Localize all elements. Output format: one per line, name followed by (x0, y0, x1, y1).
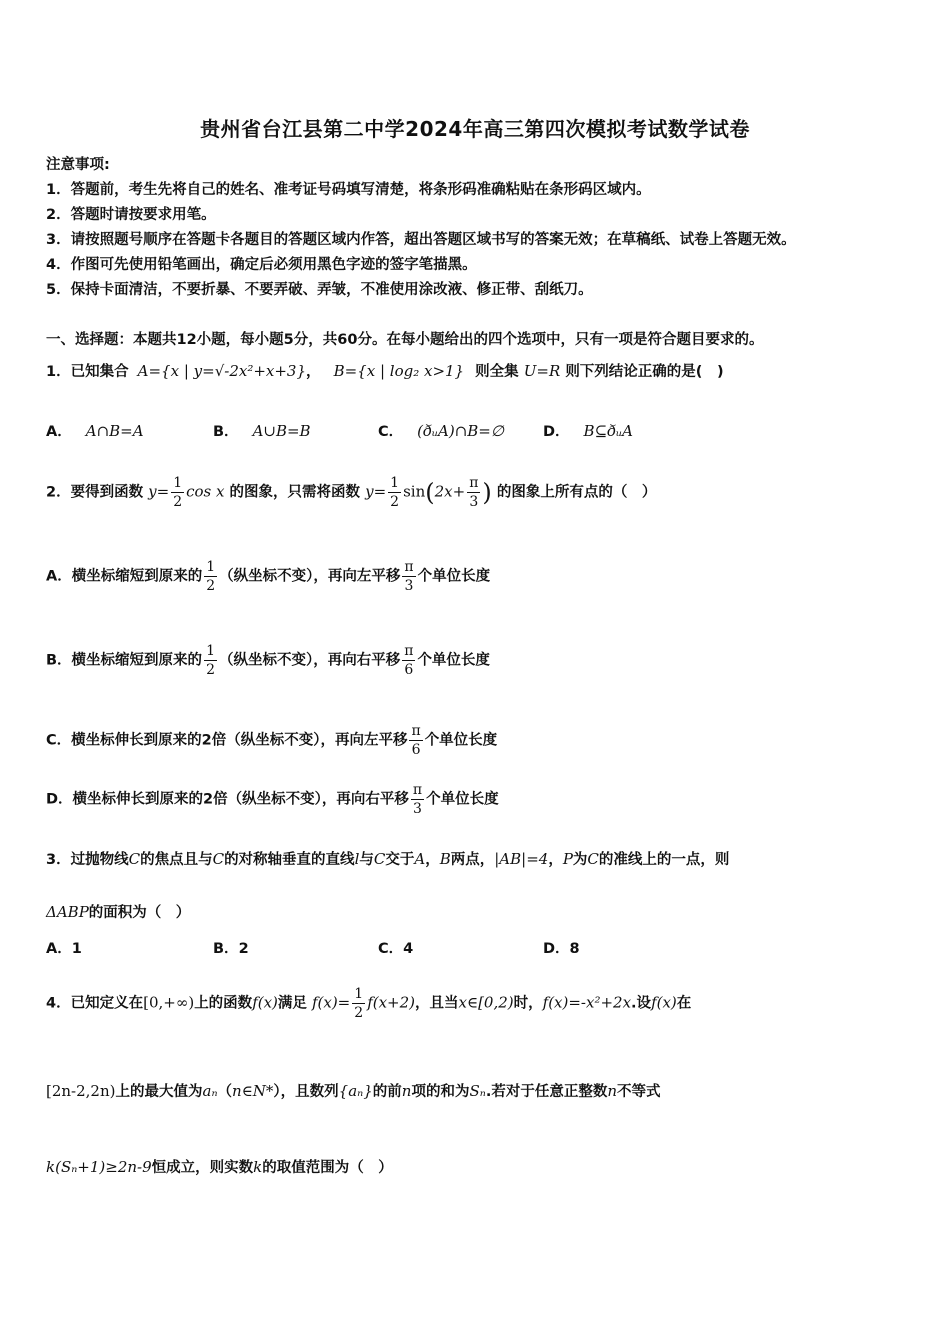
q4-eq-fraction (352, 985, 365, 1022)
q3-comma: ， (425, 852, 440, 868)
frac-den: 3 (413, 801, 422, 817)
q2-option-a[interactable] (46, 558, 490, 595)
option-value: 8 (569, 941, 580, 957)
q1-text-end: 则下列结论正确的是( ) (565, 364, 724, 380)
q3-text: 的准线上的一点，则 (598, 852, 730, 868)
q3-var-p: P (562, 850, 573, 868)
option-pi-fraction (411, 781, 424, 818)
q3-var-c: C (212, 850, 225, 868)
option-tail: 个单位长度 (417, 568, 491, 585)
q4-sn: Sₙ (469, 1082, 486, 1100)
option-label: C．横坐标伸长到原来的2倍（纵坐标不变），再向左平移 (46, 732, 408, 749)
q4-text: 的前 (372, 1084, 402, 1100)
q4-seq: {aₙ} (338, 1082, 373, 1100)
q4-inequality: k(Sₙ+1)≥2n-9 (46, 1158, 152, 1176)
frac-num: π (404, 643, 414, 659)
option-label: C． (378, 424, 404, 440)
q1-option-c[interactable] (378, 420, 504, 441)
q3-var-c: C (587, 850, 599, 868)
q3-text-end: 的面积为（ ） (88, 905, 191, 921)
frac-num: 1 (206, 643, 215, 659)
frac-num: π (404, 559, 414, 575)
notice-item: 3．请按照题号顺序在答题卡各题目的答题区域内作答，超出答题区域书写的答案无效；在草稿纸、试卷上答题无效。 (46, 232, 796, 248)
notice-item: 2．答题时请按要求用笔。 (46, 207, 216, 223)
paren-close: ) (482, 478, 492, 507)
option-tail: 个单位长度 (417, 652, 490, 669)
frac-den: 3 (404, 578, 414, 594)
option-fraction (204, 642, 217, 679)
q4-text: ，且当 (415, 995, 459, 1012)
option-label: B． (213, 424, 239, 440)
option-label: D． (543, 424, 570, 440)
frac-den: 3 (469, 494, 479, 510)
q2-f1-rhs: cos x (186, 482, 225, 501)
q4-n: n (607, 1082, 617, 1100)
question-2 (46, 474, 656, 511)
option-value: A∩B=A (85, 422, 144, 440)
q4-text: 在 (676, 995, 692, 1012)
q3-var-b: B (439, 850, 451, 868)
question-1 (46, 360, 724, 381)
q3-var-l: l (354, 850, 360, 868)
option-pi-fraction (402, 558, 415, 595)
option-text: （纵坐标不变），再向右平移 (218, 652, 401, 669)
q2-f2-lhs: y= (365, 482, 387, 501)
frac-den: 2 (173, 494, 183, 510)
option-pi-fraction (409, 722, 422, 759)
q2-sin: sin (403, 482, 426, 501)
q4-text-end: 的取值范围为（ ） (262, 1160, 393, 1176)
frac-num: 1 (354, 986, 364, 1002)
q4-text: 上的最大值为 (115, 1084, 203, 1100)
q3-text: 与 (359, 852, 374, 868)
q3-var-a: A (414, 850, 426, 868)
q1-universe: U=R (523, 362, 561, 380)
option-pi-fraction (402, 642, 415, 679)
q2-text-end: 的图象上所有点的（ ） (496, 484, 657, 501)
option-tail: 个单位长度 (426, 791, 499, 808)
frac-num: 1 (390, 475, 400, 491)
q3-option-d[interactable] (543, 937, 580, 958)
q3-option-b[interactable] (213, 937, 249, 958)
q4-text: 不等式 (617, 1084, 661, 1100)
section-heading: 一、选择题：本题共12小题，每小题5分，共60分。在每小题给出的四个选项中，只有一项是符合题目要求的。 (46, 332, 764, 348)
option-label: B． (213, 941, 239, 957)
q4-text: 项的和为 (411, 1084, 470, 1100)
option-label: C． (378, 941, 404, 957)
option-value: A∪B=B (252, 422, 311, 440)
paren-open: ( (425, 478, 435, 507)
q1-set-b: B={x | log₂ x>1} (333, 362, 465, 380)
option-fraction (204, 558, 217, 595)
q3-ab-length: |AB|=4 (494, 850, 549, 868)
q3-text: 的焦点且与 (140, 852, 213, 868)
q3-option-c[interactable] (378, 937, 413, 958)
question-4 (46, 985, 691, 1022)
q2-f1-fraction (171, 474, 184, 511)
notice-item: 4．作图可先使用铅笔画出，确定后必须用黑色字迹的签字笔描黑。 (46, 257, 477, 273)
frac-num: 1 (173, 475, 183, 491)
q4-fx: f(x) (252, 993, 278, 1012)
q4-text: 恒成立，则实数 (151, 1160, 254, 1176)
q4-an: aₙ (202, 1082, 218, 1100)
option-value: 4 (403, 941, 414, 957)
option-text: （纵坐标不变），再向左平移 (219, 568, 401, 585)
option-label: A．横坐标缩短到原来的 (46, 568, 203, 585)
q3-text: 3．过抛物线 (46, 852, 129, 868)
q1-option-a[interactable] (46, 420, 144, 441)
q4-text: （ (217, 1084, 233, 1100)
question-3 (46, 848, 729, 869)
frac-den: 2 (354, 1005, 364, 1021)
q1-option-b[interactable] (213, 420, 311, 441)
q2-number: 2．要得到函数 (46, 484, 144, 501)
q4-text: 上的函数 (194, 995, 253, 1012)
q4-text: 4．已知定义在 (46, 995, 144, 1012)
q4-text: .设 (631, 995, 652, 1012)
q2-text: 的图象，只需将函数 (229, 484, 361, 501)
q1-option-d[interactable] (543, 420, 633, 441)
q4-fx: f(x) (651, 993, 677, 1012)
q4-text: 满足 (277, 995, 307, 1012)
q2-option-d[interactable] (46, 781, 499, 818)
notice-heading: 注意事项: (46, 157, 110, 173)
q1-set-a: A={x | y=√-2x²+x+3} (137, 362, 307, 380)
q2-option-c[interactable] (46, 722, 497, 759)
q4-n: n (401, 1082, 412, 1100)
q3-text: 两点， (450, 852, 495, 868)
q2-pi-fraction (467, 474, 480, 511)
q4-n-in-n: n∈N* (232, 1082, 274, 1100)
q1-number: 1．已知集合 (46, 364, 129, 380)
frac-den: 2 (390, 494, 400, 510)
q3-option-a[interactable] (46, 937, 82, 958)
q2-f1-lhs: y= (148, 482, 170, 501)
page-title: 贵州省台江县第二中学2024年高三第四次模拟考试数学试卷 (200, 117, 750, 141)
q3-var-c: C (128, 850, 141, 868)
option-label: D．横坐标伸长到原来的2倍（纵坐标不变），再向右平移 (46, 791, 409, 808)
q3-text: 的对称轴垂直的直线 (224, 852, 355, 868)
option-value: 2 (238, 941, 249, 957)
q1-sep: ， (306, 364, 321, 380)
frac-num: π (411, 723, 421, 739)
q3-text: ， (548, 852, 563, 868)
option-label: D． (543, 941, 570, 957)
frac-num: π (469, 475, 479, 491)
option-label: A． (46, 941, 72, 957)
q4-eq-lhs: f(x)= (311, 993, 351, 1012)
frac-num: 1 (206, 559, 216, 575)
notice-item: 1．答题前，考生先将自己的姓名、准考证号码填写清楚，将条形码准确粘贴在条形码区域内。 (46, 182, 651, 198)
frac-den: 2 (206, 578, 216, 594)
q2-option-b[interactable] (46, 642, 490, 679)
frac-den: 6 (404, 662, 414, 678)
q3-triangle: ΔABP (46, 903, 89, 921)
option-label: A． (46, 424, 72, 440)
q4-k: k (253, 1158, 263, 1176)
option-value: (ðᵤA)∩B=∅ (417, 422, 504, 440)
frac-den: 2 (206, 662, 215, 678)
q3-text: 为 (572, 852, 588, 868)
option-value: B⊆ðᵤA (583, 422, 633, 440)
q4-cond: x∈[0,2) (458, 993, 514, 1012)
q4-text: .若对于任意正整数 (485, 1084, 608, 1100)
q4-text: 时， (513, 995, 543, 1012)
option-label: B．横坐标缩短到原来的 (46, 652, 203, 669)
q4-def: f(x)=-x²+2x (542, 993, 632, 1012)
q1-text: 则全集 (475, 364, 519, 380)
q3-var-c: C (373, 850, 386, 868)
frac-num: π (412, 782, 423, 798)
question-4-cont2 (46, 1156, 393, 1177)
q4-eq-rhs: f(x+2) (367, 993, 416, 1012)
q2-arg: 2x+ (434, 482, 466, 501)
q4-domain: [0,+∞) (143, 993, 195, 1012)
q4-text: ），且数列 (273, 1084, 339, 1100)
notice-item: 5．保持卡面清洁，不要折暴、不要弄破、弄皱，不准使用涂改液、修正带、刮纸刀。 (46, 282, 593, 298)
frac-den: 6 (411, 742, 421, 758)
option-value: 1 (71, 941, 82, 957)
q2-f2-fraction (388, 474, 401, 511)
q4-interval: [2n-2,2n) (46, 1082, 116, 1100)
question-4-cont (46, 1080, 661, 1101)
q3-text: 交于 (385, 852, 415, 868)
question-3-cont (46, 901, 190, 922)
option-tail: 个单位长度 (424, 732, 498, 749)
